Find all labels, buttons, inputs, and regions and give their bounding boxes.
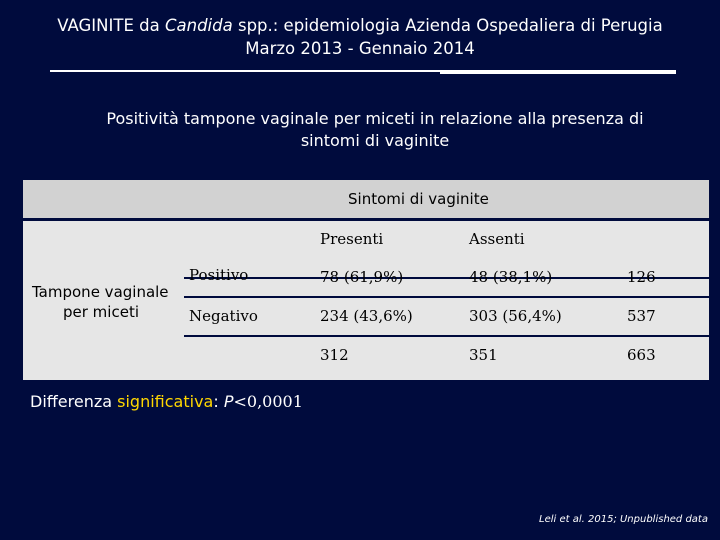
- title-italic-organism: Candida: [164, 16, 233, 35]
- cell-total-assenti: 351: [469, 346, 498, 364]
- caption-line-2: sintomi di vaginite: [300, 131, 450, 150]
- caption-line-1: Positività tampone vaginale per miceti in relazione alla presenza di: [106, 109, 644, 128]
- note-prefix: Differenza: [30, 392, 113, 411]
- header-divider: [23, 218, 709, 221]
- cell-positivo-totale: 126: [627, 268, 656, 286]
- col-header-presenti: Presenti: [320, 230, 384, 248]
- cell-positivo-assenti: 48 (38,1%): [469, 268, 553, 286]
- title-prefix: VAGINITE da: [57, 16, 160, 35]
- row-group-label-line-1: Tampone vaginale: [32, 283, 169, 301]
- significance-note: [30, 392, 303, 411]
- title-line-2: Marzo 2013 - Gennaio 2014: [245, 39, 475, 58]
- row-label-negativo: Negativo: [189, 307, 258, 325]
- contingency-table: [23, 180, 709, 380]
- row-divider-3: [184, 335, 709, 337]
- cell-negativo-assenti: 303 (56,4%): [469, 307, 562, 325]
- note-colon: :: [213, 392, 219, 411]
- row-label-positivo: Positivo: [189, 266, 249, 284]
- title-underline-accent: [440, 70, 676, 74]
- title-suffix: spp.: epidemiologia Azienda Ospedaliera di Perugia: [237, 16, 663, 35]
- cell-negativo-totale: 537: [627, 307, 656, 325]
- group-header: Sintomi di vaginite: [348, 190, 489, 208]
- cell-positivo-presenti: 78 (61,9%): [320, 268, 404, 286]
- row-group-label-line-2: per miceti: [63, 303, 139, 321]
- table-caption: [80, 108, 670, 152]
- cell-negativo-presenti: 234 (43,6%): [320, 307, 413, 325]
- col-header-assenti: Assenti: [469, 230, 525, 248]
- citation: Leli et al. 2015; Unpublished data: [539, 514, 708, 525]
- slide-title: [40, 14, 680, 60]
- title-line-1: [40, 14, 680, 37]
- p-value: <0,0001: [233, 392, 303, 411]
- row-divider-2: [184, 296, 709, 298]
- cell-total-presenti: 312: [320, 346, 349, 364]
- p-symbol: P: [223, 392, 234, 411]
- cell-grand-total: 663: [627, 346, 656, 364]
- note-highlight: significativa: [117, 392, 214, 411]
